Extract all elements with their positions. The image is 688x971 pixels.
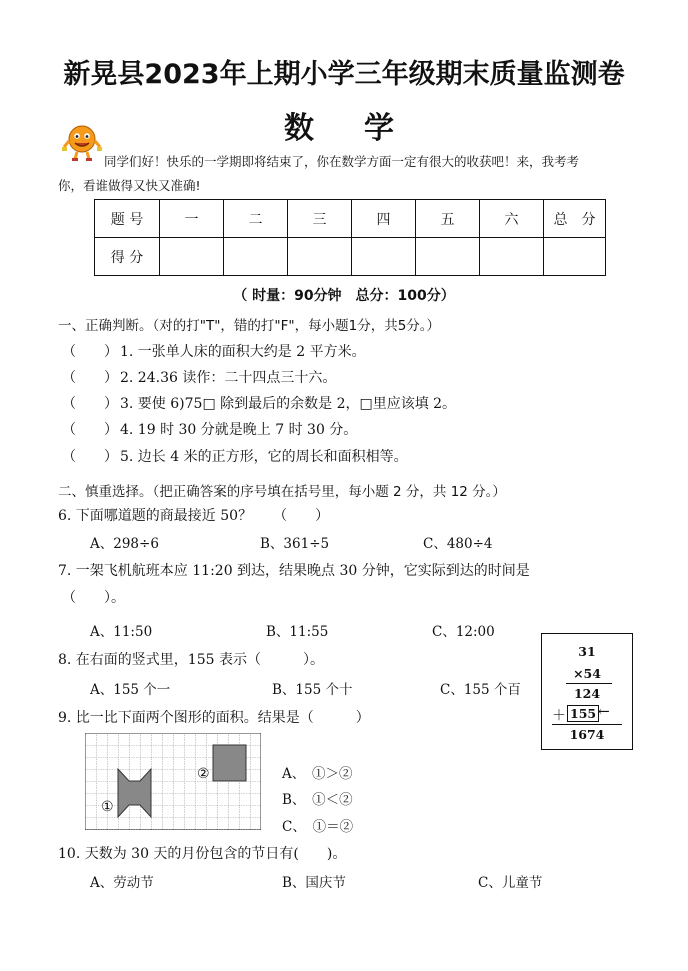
score-row-label: 得 分 xyxy=(95,238,160,276)
mult-line-5: 1674 xyxy=(569,727,605,742)
q10-text: 10. 天数为 30 天的月份包含的节日有( )。 xyxy=(58,846,347,862)
q7-text-line1: 7. 一架飞机航班本应 11:20 到达，结果晚点 30 分钟，它实际到达的时间是 xyxy=(58,563,530,579)
q8-text: 8. 在右面的竖式里，155 表示（ ）。 xyxy=(58,652,324,668)
s1-item-5-paren[interactable]: （ ） xyxy=(62,449,118,465)
score-header-cell: 总 分 xyxy=(544,200,606,238)
mult-rule-1 xyxy=(566,683,612,684)
score-table xyxy=(94,199,606,276)
smiley-mascot-icon xyxy=(62,123,102,165)
q6-option-c[interactable]: C、480÷4 xyxy=(423,536,493,552)
q7-option-a[interactable]: A、11:50 xyxy=(90,624,153,640)
q10-option-b[interactable]: B、国庆节 xyxy=(282,875,346,891)
s1-item-3-text: 3. 要使 6)75□ 除到最后的余数是 2，□里应该填 2。 xyxy=(120,396,457,412)
q8-option-a[interactable]: A、155 个一 xyxy=(90,682,171,698)
score-input-cell[interactable] xyxy=(288,238,352,276)
score-input-cell[interactable] xyxy=(544,238,606,276)
subject-title: 数 学 xyxy=(284,111,404,146)
s1-item-3-paren[interactable]: （ ） xyxy=(62,396,118,412)
exam-title: 新晃县2023年上期小学三年级期末质量监测卷 xyxy=(63,59,625,90)
mult-line-1: 31 xyxy=(578,644,596,659)
q9-option-c[interactable]: C、 ①＝② xyxy=(282,819,354,835)
section1-heading: 一、正确判断。（对的打"T"，错的打"F"，每小题1分，共5分。） xyxy=(58,318,441,334)
time-line: （ 时量：90分钟 总分：100分） xyxy=(233,288,455,304)
s1-item-2-text: 2. 24.36 读作：二十四点三十六。 xyxy=(120,370,337,386)
q7-text-line2: （ ）。 xyxy=(62,590,125,606)
q6-text: 6. 下面哪道题的商最接近 50？ （ ） xyxy=(58,508,330,524)
score-input-cell[interactable] xyxy=(480,238,544,276)
q10-option-a[interactable]: A、劳动节 xyxy=(90,875,154,891)
s1-item-1-paren[interactable]: （ ） xyxy=(62,344,118,360)
intro-line-2: 你，看谁做得又快又准确! xyxy=(58,178,201,193)
q6-option-a[interactable]: A、298÷6 xyxy=(90,536,159,552)
arrow-left-icon: ← xyxy=(598,704,610,720)
s1-item-5-text: 5. 边长 4 米的正方形，它的周长和面积相等。 xyxy=(120,449,408,465)
s1-item-1-text: 1. 一张单人床的面积大约是 2 平方米。 xyxy=(120,344,366,360)
score-input-cell[interactable] xyxy=(224,238,288,276)
multiplication-box xyxy=(541,633,633,750)
q9-grid-figure xyxy=(85,733,261,830)
score-header-cell: 一 xyxy=(160,200,224,238)
score-header-cell: 五 xyxy=(416,200,480,238)
q8-option-b[interactable]: B、155 个十 xyxy=(272,682,353,698)
score-header-cell: 六 xyxy=(480,200,544,238)
score-table-header-row xyxy=(95,200,606,238)
score-input-cell[interactable] xyxy=(160,238,224,276)
score-header-cell: 三 xyxy=(288,200,352,238)
s1-item-2-paren[interactable]: （ ） xyxy=(62,370,118,386)
mult-line-3: 124 xyxy=(573,686,601,701)
intro-line-1: 同学们好！快乐的一学期即将结束了，你在数学方面一定有很大的收获吧！来，我考考 xyxy=(104,154,580,169)
mult-boxed-155: 155 xyxy=(567,705,599,722)
q9-label-2: ② xyxy=(197,766,210,782)
q9-option-b[interactable]: B、 ①＜② xyxy=(282,792,353,808)
q8-option-c[interactable]: C、155 个百 xyxy=(440,682,521,698)
q7-option-c[interactable]: C、12:00 xyxy=(432,624,495,640)
q9-option-a[interactable]: A、 ①＞② xyxy=(282,766,353,782)
s1-item-4-text: 4. 19 时 30 分就是晚上 7 时 30 分。 xyxy=(120,422,358,438)
score-input-cell[interactable] xyxy=(352,238,416,276)
score-header-cell: 题 号 xyxy=(95,200,160,238)
q7-option-b[interactable]: B、11:55 xyxy=(266,624,329,640)
mult-rule-2 xyxy=(552,724,622,725)
score-table-score-row xyxy=(95,238,606,276)
mult-plus-sign: ＋ xyxy=(552,708,566,724)
section2-heading: 二、慎重选择。（把正确答案的序号填在括号里，每小题 2 分，共 12 分。） xyxy=(58,484,506,500)
score-header-cell: 二 xyxy=(224,200,288,238)
mult-line-2: ×54 xyxy=(573,666,601,681)
q10-option-c[interactable]: C、儿童节 xyxy=(478,875,543,891)
q9-text: 9. 比一比下面两个图形的面积。结果是（ ） xyxy=(58,710,370,726)
score-input-cell[interactable] xyxy=(416,238,480,276)
q6-option-b[interactable]: B、361÷5 xyxy=(260,536,330,552)
s1-item-4-paren[interactable]: （ ） xyxy=(62,422,118,438)
score-header-cell: 四 xyxy=(352,200,416,238)
q9-label-1: ① xyxy=(101,799,114,815)
